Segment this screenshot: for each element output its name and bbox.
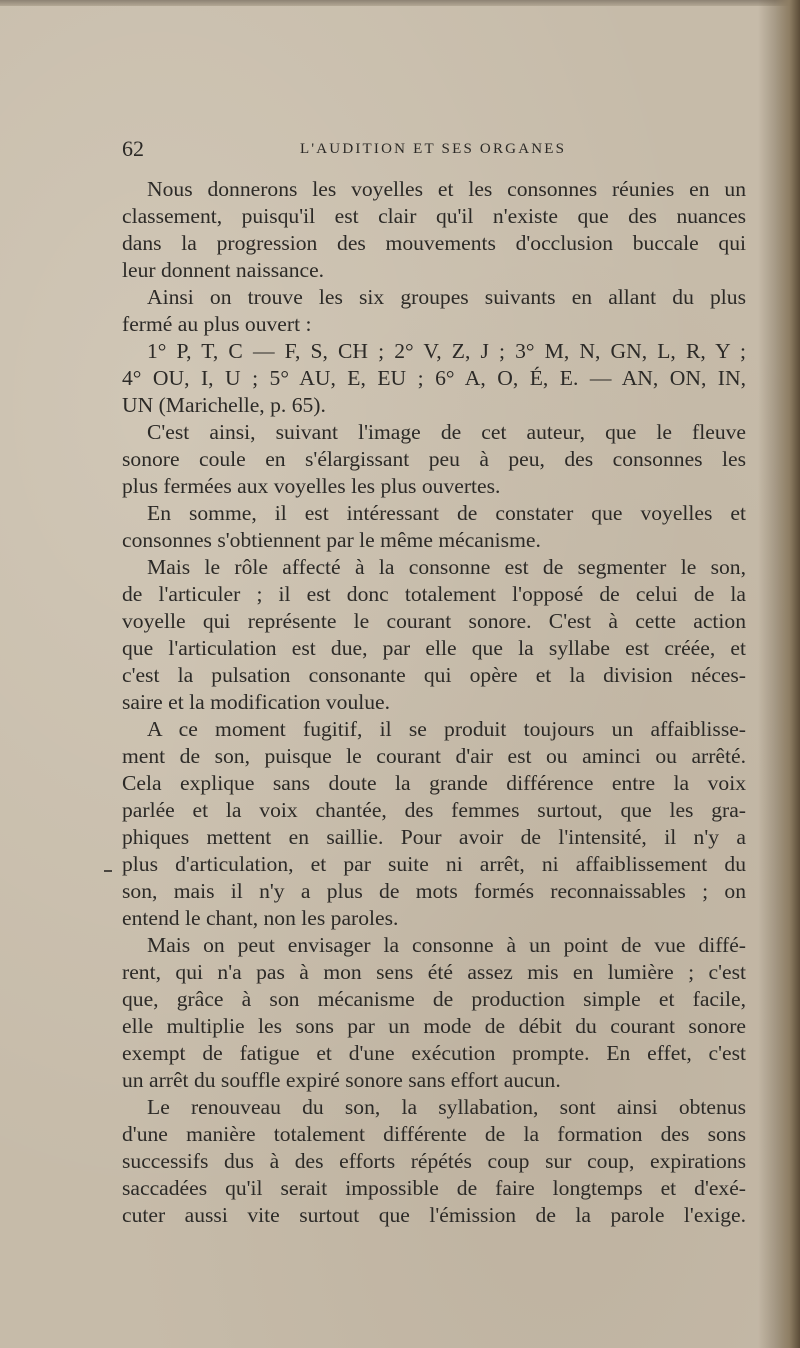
text-line: A ce moment fugitif, il se produit toujours un affaiblisse- bbox=[147, 717, 746, 741]
text-line: UN (Marichelle, p. 65). bbox=[122, 393, 326, 417]
text-line: 4° OU, I, U ; 5° AU, E, EU ; 6° A, O, É, E. — AN, ON, IN, bbox=[122, 366, 746, 390]
text-line: En somme, il est intéressant de constater que voyelles et bbox=[147, 501, 746, 525]
text-line: voyelle qui représente le courant sonore. C'est à cette action bbox=[122, 609, 746, 633]
text-line: saccadées qu'il serait impossible de faire longtemps et d'exé- bbox=[122, 1176, 746, 1200]
page-header bbox=[122, 136, 762, 166]
text-line: consonnes s'obtiennent par le même mécanisme. bbox=[122, 528, 541, 552]
body-text bbox=[122, 176, 746, 1229]
text-line: classement, puisqu'il est clair qu'il n'existe que des nuances bbox=[122, 204, 746, 228]
text-line: rent, qui n'a pas à mon sens été assez mis en lumière ; c'est bbox=[122, 960, 746, 984]
text-line: que l'articulation est due, par elle que la syllabe est créée, et bbox=[122, 636, 746, 660]
page-number: 62 bbox=[122, 136, 144, 161]
text-line: Le renouveau du son, la syllabation, sont ainsi obtenus bbox=[147, 1095, 746, 1119]
text-line: exempt de fatigue et d'une exécution prompte. En effet, c'est bbox=[122, 1041, 746, 1065]
text-line: cuter aussi vite surtout que l'émission de la parole l'exige. bbox=[122, 1203, 746, 1227]
text-line: que, grâce à son mécanisme de production simple et facile, bbox=[122, 987, 746, 1011]
text-line: dans la progression des mouvements d'occlusion buccale qui bbox=[122, 231, 746, 255]
text-line: ment de son, puisque le courant d'air est ou aminci ou arrêté. bbox=[122, 744, 746, 768]
text-line: Cela explique sans doute la grande différence entre la voix bbox=[122, 771, 746, 795]
text-line: elle multiplie les sons par un mode de débit du courant sonore bbox=[122, 1014, 746, 1038]
text-line: Mais on peut envisager la consonne à un point de vue diffé- bbox=[147, 933, 746, 957]
text-line: plus d'articulation, et par suite ni arrêt, ni affaiblissement du bbox=[122, 852, 746, 876]
text-line: d'une manière totalement différente de la formation des sons bbox=[122, 1122, 746, 1146]
text-line: un arrêt du souffle expiré sonore sans effort aucun. bbox=[122, 1068, 561, 1092]
text-line: plus fermées aux voyelles les plus ouvertes. bbox=[122, 474, 501, 498]
text-line: de l'articuler ; il est donc totalement l'opposé de celui de la bbox=[122, 582, 746, 606]
text-line: son, mais il n'y a plus de mots formés reconnaissables ; on bbox=[122, 879, 746, 903]
text-line: Nous donnerons les voyelles et les consonnes réunies en un bbox=[147, 177, 746, 201]
text-line: sonore coule en s'élargissant peu à peu, des consonnes les bbox=[122, 447, 746, 471]
text-line: successifs dus à des efforts répétés coup sur coup, expirations bbox=[122, 1149, 746, 1173]
text-line: C'est ainsi, suivant l'image de cet auteur, que le fleuve bbox=[147, 420, 746, 444]
text-line: 1° P, T, C — F, S, CH ; 2° V, Z, J ; 3° M, N, GN, L, R, Y ; bbox=[147, 339, 746, 363]
text-line: leur donnent naissance. bbox=[122, 258, 325, 282]
text-line: entend le chant, non les paroles. bbox=[122, 906, 399, 930]
running-title: L'AUDITION ET SES ORGANES bbox=[300, 141, 567, 157]
text-line: parlée et la voix chantée, des femmes surtout, que les gra- bbox=[122, 798, 746, 822]
page-binding-edge bbox=[758, 0, 800, 1348]
margin-mark bbox=[104, 870, 112, 872]
text-line: Ainsi on trouve les six groupes suivants en allant du plus bbox=[147, 285, 746, 309]
text-line: phiques mettent en saillie. Pour avoir de l'intensité, il n'y a bbox=[122, 825, 746, 849]
text-line: fermé au plus ouvert : bbox=[122, 312, 312, 336]
page-top-edge bbox=[0, 0, 800, 6]
text-line: Mais le rôle affecté à la consonne est de segmenter le son, bbox=[147, 555, 746, 579]
text-line: c'est la pulsation consonante qui opère et la division néces- bbox=[122, 663, 746, 687]
text-line: saire et la modification voulue. bbox=[122, 690, 391, 714]
